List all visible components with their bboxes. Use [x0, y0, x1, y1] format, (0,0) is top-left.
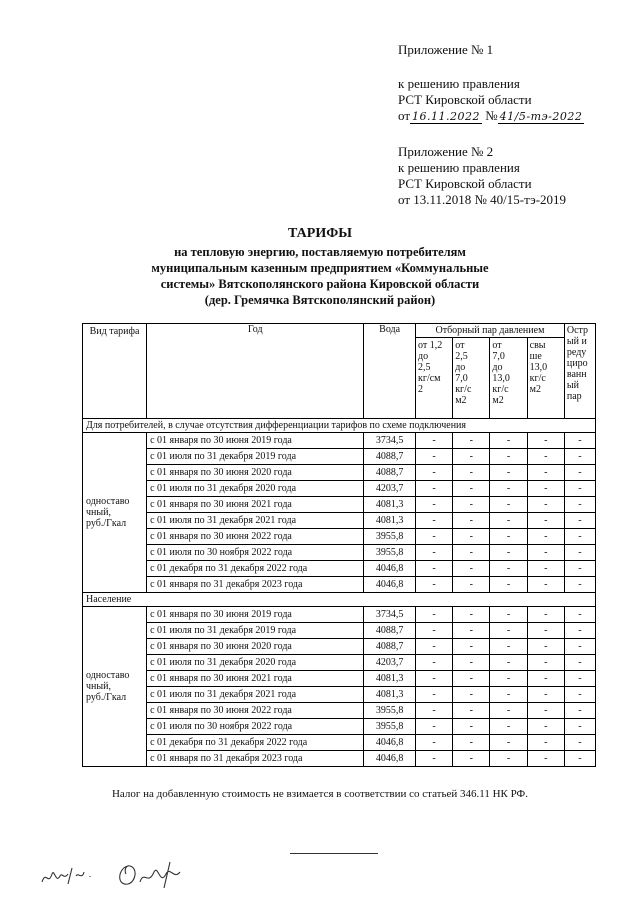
steam-3-cell: -: [490, 735, 527, 751]
steam-1-cell: -: [415, 577, 452, 593]
steam-1-cell: -: [415, 545, 452, 561]
sharp-steam-cell: -: [564, 481, 595, 497]
steam-4-cell: -: [527, 529, 564, 545]
steam-3-cell: -: [490, 513, 527, 529]
period-cell: с 01 июля по 31 декабря 2021 года: [147, 513, 364, 529]
header-period: Год: [147, 324, 364, 419]
steam-3-cell: -: [490, 687, 527, 703]
water-cell: 3734,5: [364, 433, 416, 449]
steam-2-cell: -: [453, 497, 490, 513]
tariff-table: [82, 323, 596, 767]
sharp-steam-cell: -: [564, 465, 595, 481]
period-cell: с 01 января по 31 декабря 2023 года: [147, 751, 364, 767]
subtitle-line: (дер. Гремячка Вятскополянский район): [204, 293, 436, 307]
sharp-steam-cell: -: [564, 561, 595, 577]
header-tariff-type-text: Вид тарифа: [89, 326, 140, 337]
steam-4-cell: -: [527, 671, 564, 687]
header-steam-col-3: [490, 338, 527, 419]
steam-3-cell: -: [490, 639, 527, 655]
steam-2-cell: -: [453, 529, 490, 545]
steam-4-cell: -: [527, 623, 564, 639]
steam-1-cell: -: [415, 671, 452, 687]
sharp-steam-cell: -: [564, 623, 595, 639]
steam-col-line: м2: [492, 395, 504, 406]
steam-4-cell: -: [527, 751, 564, 767]
steam-col-line: свы: [529, 340, 546, 351]
water-cell: 3955,8: [364, 719, 416, 735]
sharp-line: ванн: [566, 369, 587, 380]
steam-3-cell: -: [490, 751, 527, 767]
header-tariff-type: [83, 324, 147, 419]
steam-1-cell: -: [415, 735, 452, 751]
steam-col-line: ше: [529, 351, 542, 362]
handwritten-number: 41/5-тэ-2022: [499, 110, 583, 123]
steam-4-cell: -: [527, 513, 564, 529]
sharp-steam-cell: -: [564, 671, 595, 687]
steam-4-cell: -: [527, 481, 564, 497]
table-body: [83, 419, 596, 767]
steam-2-cell: -: [453, 577, 490, 593]
steam-1-cell: -: [415, 607, 452, 623]
steam-col-line: от: [455, 340, 465, 351]
steam-1-cell: -: [415, 751, 452, 767]
sharp-steam-cell: -: [564, 735, 595, 751]
tariff-type-line: одноставо: [86, 496, 130, 507]
steam-3-cell: -: [490, 719, 527, 735]
period-cell: с 01 июля по 31 декабря 2019 года: [147, 623, 364, 639]
section-header-row: [83, 593, 596, 607]
steam-1-cell: -: [415, 639, 452, 655]
steam-1-cell: -: [415, 623, 452, 639]
table-row: [83, 545, 596, 561]
header-steam-col-1: [415, 338, 452, 419]
steam-4-cell: -: [527, 465, 564, 481]
sharp-steam-cell: -: [564, 703, 595, 719]
steam-col-line: кг/с: [455, 384, 472, 395]
table-row: [83, 513, 596, 529]
water-cell: 4081,3: [364, 687, 416, 703]
steam-3-cell: -: [490, 561, 527, 577]
water-cell: 3734,5: [364, 607, 416, 623]
steam-col-line: кг/см: [417, 373, 441, 384]
steam-col-line: до: [492, 362, 503, 373]
appendix-2-line1: к решению правления: [398, 160, 520, 175]
tariff-type-line: одноставо: [86, 670, 130, 681]
steam-1-cell: -: [415, 703, 452, 719]
steam-col-line: 2,5: [417, 362, 431, 373]
steam-4-cell: -: [527, 607, 564, 623]
sharp-steam-cell: -: [564, 545, 595, 561]
water-cell: 4046,8: [364, 751, 416, 767]
sharp-steam-cell: -: [564, 655, 595, 671]
table-row: [83, 433, 596, 449]
steam-2-cell: -: [453, 607, 490, 623]
table-row: [83, 671, 596, 687]
steam-3-cell: -: [490, 497, 527, 513]
sharp-steam-cell: -: [564, 513, 595, 529]
date-prefix: от: [398, 108, 411, 123]
steam-2-cell: -: [453, 655, 490, 671]
steam-col-line: до: [455, 362, 466, 373]
table-row: [83, 561, 596, 577]
steam-4-cell: -: [527, 735, 564, 751]
subtitle-line: муниципальным казенным предприятием «Коммунальные: [151, 261, 489, 275]
sharp-steam-cell: -: [564, 529, 595, 545]
water-cell: 4088,7: [364, 465, 416, 481]
table-header-row: [83, 324, 596, 338]
appendix-1-line2: РСТ Кировской области: [398, 92, 532, 107]
steam-1-cell: -: [415, 497, 452, 513]
water-cell: 4046,8: [364, 561, 416, 577]
table-row: [83, 703, 596, 719]
sharp-steam-cell: -: [564, 607, 595, 623]
sharp-line: Остр: [566, 325, 589, 336]
section-header-row: [83, 419, 596, 433]
water-cell: 4081,3: [364, 671, 416, 687]
steam-col-line: кг/с: [529, 373, 546, 384]
steam-col-line: 2,5: [455, 351, 468, 362]
period-cell: с 01 июля по 31 декабря 2019 года: [147, 449, 364, 465]
table-row: [83, 607, 596, 623]
steam-3-cell: -: [490, 623, 527, 639]
sharp-line: циро: [566, 358, 588, 369]
header-steam-col-4: [527, 338, 564, 419]
steam-1-cell: -: [415, 687, 452, 703]
steam-col-line: 7,0: [455, 373, 468, 384]
period-cell: с 01 января по 30 июня 2021 года: [147, 497, 364, 513]
steam-3-cell: -: [490, 703, 527, 719]
period-cell: с 01 июля по 31 декабря 2020 года: [147, 481, 364, 497]
sharp-line: реду: [566, 347, 587, 358]
document-subtitle: [0, 244, 640, 308]
steam-col-line: м2: [529, 384, 541, 395]
subtitle-line: системы» Вятскополянского района Кировской области: [160, 277, 480, 291]
steam-4-cell: -: [527, 497, 564, 513]
steam-2-cell: -: [453, 687, 490, 703]
header-sharp-steam: [564, 324, 595, 419]
period-cell: с 01 июля по 31 декабря 2021 года: [147, 687, 364, 703]
signature-line: [290, 853, 378, 854]
steam-1-cell: -: [415, 719, 452, 735]
steam-2-cell: -: [453, 561, 490, 577]
document-title: ТАРИФЫ: [288, 226, 352, 241]
section-label: Население: [83, 593, 596, 607]
steam-2-cell: -: [453, 481, 490, 497]
period-cell: с 01 июля по 31 декабря 2020 года: [147, 655, 364, 671]
tariff-type-line: чный,: [86, 681, 111, 692]
steam-3-cell: -: [490, 529, 527, 545]
sharp-steam-cell: -: [564, 751, 595, 767]
tariff-type-cell: [83, 607, 147, 767]
table-row: [83, 639, 596, 655]
period-cell: с 01 января по 30 июня 2020 года: [147, 639, 364, 655]
steam-col-line: от: [492, 340, 502, 351]
steam-2-cell: -: [453, 671, 490, 687]
steam-col-line: 2: [417, 384, 423, 395]
appendix-2-block: [398, 144, 566, 208]
appendix-2-line3: от 13.11.2018 № 40/15-тэ-2019: [398, 192, 567, 207]
steam-2-cell: -: [453, 545, 490, 561]
steam-3-cell: -: [490, 671, 527, 687]
water-cell: 4088,7: [364, 449, 416, 465]
steam-col-line: 7,0: [492, 351, 505, 362]
water-cell: 4081,3: [364, 497, 416, 513]
period-cell: с 01 июля по 30 ноября 2022 года: [147, 719, 364, 735]
water-cell: 4046,8: [364, 735, 416, 751]
sharp-steam-cell: -: [564, 449, 595, 465]
water-cell: 3955,8: [364, 529, 416, 545]
table-row: [83, 655, 596, 671]
water-cell: 3955,8: [364, 545, 416, 561]
steam-4-cell: -: [527, 655, 564, 671]
steam-4-cell: -: [527, 577, 564, 593]
steam-col-line: 13,0: [492, 373, 510, 384]
period-cell: с 01 января по 30 июня 2019 года: [147, 607, 364, 623]
sharp-line: ый и: [566, 336, 587, 347]
steam-2-cell: -: [453, 751, 490, 767]
sharp-steam-cell: -: [564, 433, 595, 449]
steam-2-cell: -: [453, 703, 490, 719]
period-cell: с 01 января по 30 июня 2022 года: [147, 529, 364, 545]
period-cell: с 01 января по 30 июня 2019 года: [147, 433, 364, 449]
tariff-type-line: руб./Гкал: [86, 518, 127, 529]
table-row: [83, 497, 596, 513]
steam-4-cell: -: [527, 687, 564, 703]
appendix-1-date-line: [398, 108, 584, 125]
sharp-steam-cell: -: [564, 719, 595, 735]
steam-2-cell: -: [453, 719, 490, 735]
sharp-steam-cell: -: [564, 497, 595, 513]
steam-3-cell: -: [490, 607, 527, 623]
steam-2-cell: -: [453, 623, 490, 639]
table-row: [83, 751, 596, 767]
steam-3-cell: -: [490, 481, 527, 497]
steam-col-line: от 1,2: [417, 340, 443, 351]
handwritten-initials: [38, 860, 100, 890]
steam-1-cell: -: [415, 449, 452, 465]
number-prefix: №: [485, 108, 498, 123]
water-cell: 4046,8: [364, 577, 416, 593]
steam-2-cell: -: [453, 433, 490, 449]
steam-4-cell: -: [527, 703, 564, 719]
table-row: [83, 465, 596, 481]
period-cell: с 01 июля по 30 ноября 2022 года: [147, 545, 364, 561]
steam-col-line: м2: [455, 395, 467, 406]
table-row: [83, 577, 596, 593]
steam-2-cell: -: [453, 449, 490, 465]
steam-1-cell: -: [415, 481, 452, 497]
water-cell: 4203,7: [364, 481, 416, 497]
steam-4-cell: -: [527, 561, 564, 577]
water-cell: 3955,8: [364, 703, 416, 719]
steam-3-cell: -: [490, 465, 527, 481]
table-row: [83, 529, 596, 545]
section-label: Для потребителей, в случае отсутствия дифференциации тарифов по схеме подключения: [83, 419, 596, 433]
steam-3-cell: -: [490, 449, 527, 465]
steam-1-cell: -: [415, 655, 452, 671]
steam-4-cell: -: [527, 639, 564, 655]
handwritten-signature: [114, 856, 194, 892]
handwritten-date: 16.11.2022: [412, 110, 480, 123]
sharp-steam-cell: -: [564, 577, 595, 593]
table-row: [83, 623, 596, 639]
steam-col-line: до: [417, 351, 429, 362]
period-cell: с 01 января по 30 июня 2020 года: [147, 465, 364, 481]
steam-3-cell: -: [490, 545, 527, 561]
sharp-steam-cell: -: [564, 687, 595, 703]
appendix-2-line2: РСТ Кировской области: [398, 176, 532, 191]
header-water: Вода: [364, 324, 416, 419]
period-cell: с 01 декабря по 31 декабря 2022 года: [147, 735, 364, 751]
steam-3-cell: -: [490, 655, 527, 671]
water-cell: 4088,7: [364, 623, 416, 639]
tariff-type-line: руб./Гкал: [86, 692, 127, 703]
water-cell: 4081,3: [364, 513, 416, 529]
steam-1-cell: -: [415, 465, 452, 481]
sharp-line: ый: [566, 380, 579, 391]
steam-4-cell: -: [527, 449, 564, 465]
steam-2-cell: -: [453, 735, 490, 751]
appendix-1-title: Приложение № 1: [398, 42, 494, 57]
steam-4-cell: -: [527, 719, 564, 735]
steam-3-cell: -: [490, 433, 527, 449]
steam-2-cell: -: [453, 465, 490, 481]
period-cell: с 01 января по 31 декабря 2023 года: [147, 577, 364, 593]
steam-1-cell: -: [415, 433, 452, 449]
appendix-2-title: Приложение № 2: [398, 144, 494, 159]
period-cell: с 01 декабря по 31 декабря 2022 года: [147, 561, 364, 577]
steam-4-cell: -: [527, 433, 564, 449]
table-row: [83, 735, 596, 751]
water-cell: 4088,7: [364, 639, 416, 655]
steam-2-cell: -: [453, 639, 490, 655]
steam-3-cell: -: [490, 577, 527, 593]
table-row: [83, 719, 596, 735]
sharp-steam-cell: -: [564, 639, 595, 655]
steam-1-cell: -: [415, 561, 452, 577]
appendix-1-block: [398, 42, 584, 125]
table-row: [83, 687, 596, 703]
steam-col-line: 13,0: [529, 362, 548, 373]
table-row: [83, 449, 596, 465]
steam-2-cell: -: [453, 513, 490, 529]
header-steam: Отборный пар давлением: [415, 324, 564, 338]
steam-col-line: кг/с: [492, 384, 509, 395]
appendix-1-line1: к решению правления: [398, 76, 520, 91]
steam-1-cell: -: [415, 513, 452, 529]
table-row: [83, 481, 596, 497]
tariff-type-line: чный,: [86, 507, 111, 518]
steam-4-cell: -: [527, 545, 564, 561]
vat-footnote: Налог на добавленную стоимость не взимается в соответствии со статьей 346.11 НК РФ.: [111, 788, 529, 800]
steam-1-cell: -: [415, 529, 452, 545]
header-steam-col-2: [453, 338, 490, 419]
subtitle-line: на тепловую энергию, поставляемую потребителям: [174, 245, 466, 259]
water-cell: 4203,7: [364, 655, 416, 671]
period-cell: с 01 января по 30 июня 2021 года: [147, 671, 364, 687]
period-cell: с 01 января по 30 июня 2022 года: [147, 703, 364, 719]
tariff-type-cell: [83, 433, 147, 593]
sharp-line: пар: [566, 391, 582, 402]
